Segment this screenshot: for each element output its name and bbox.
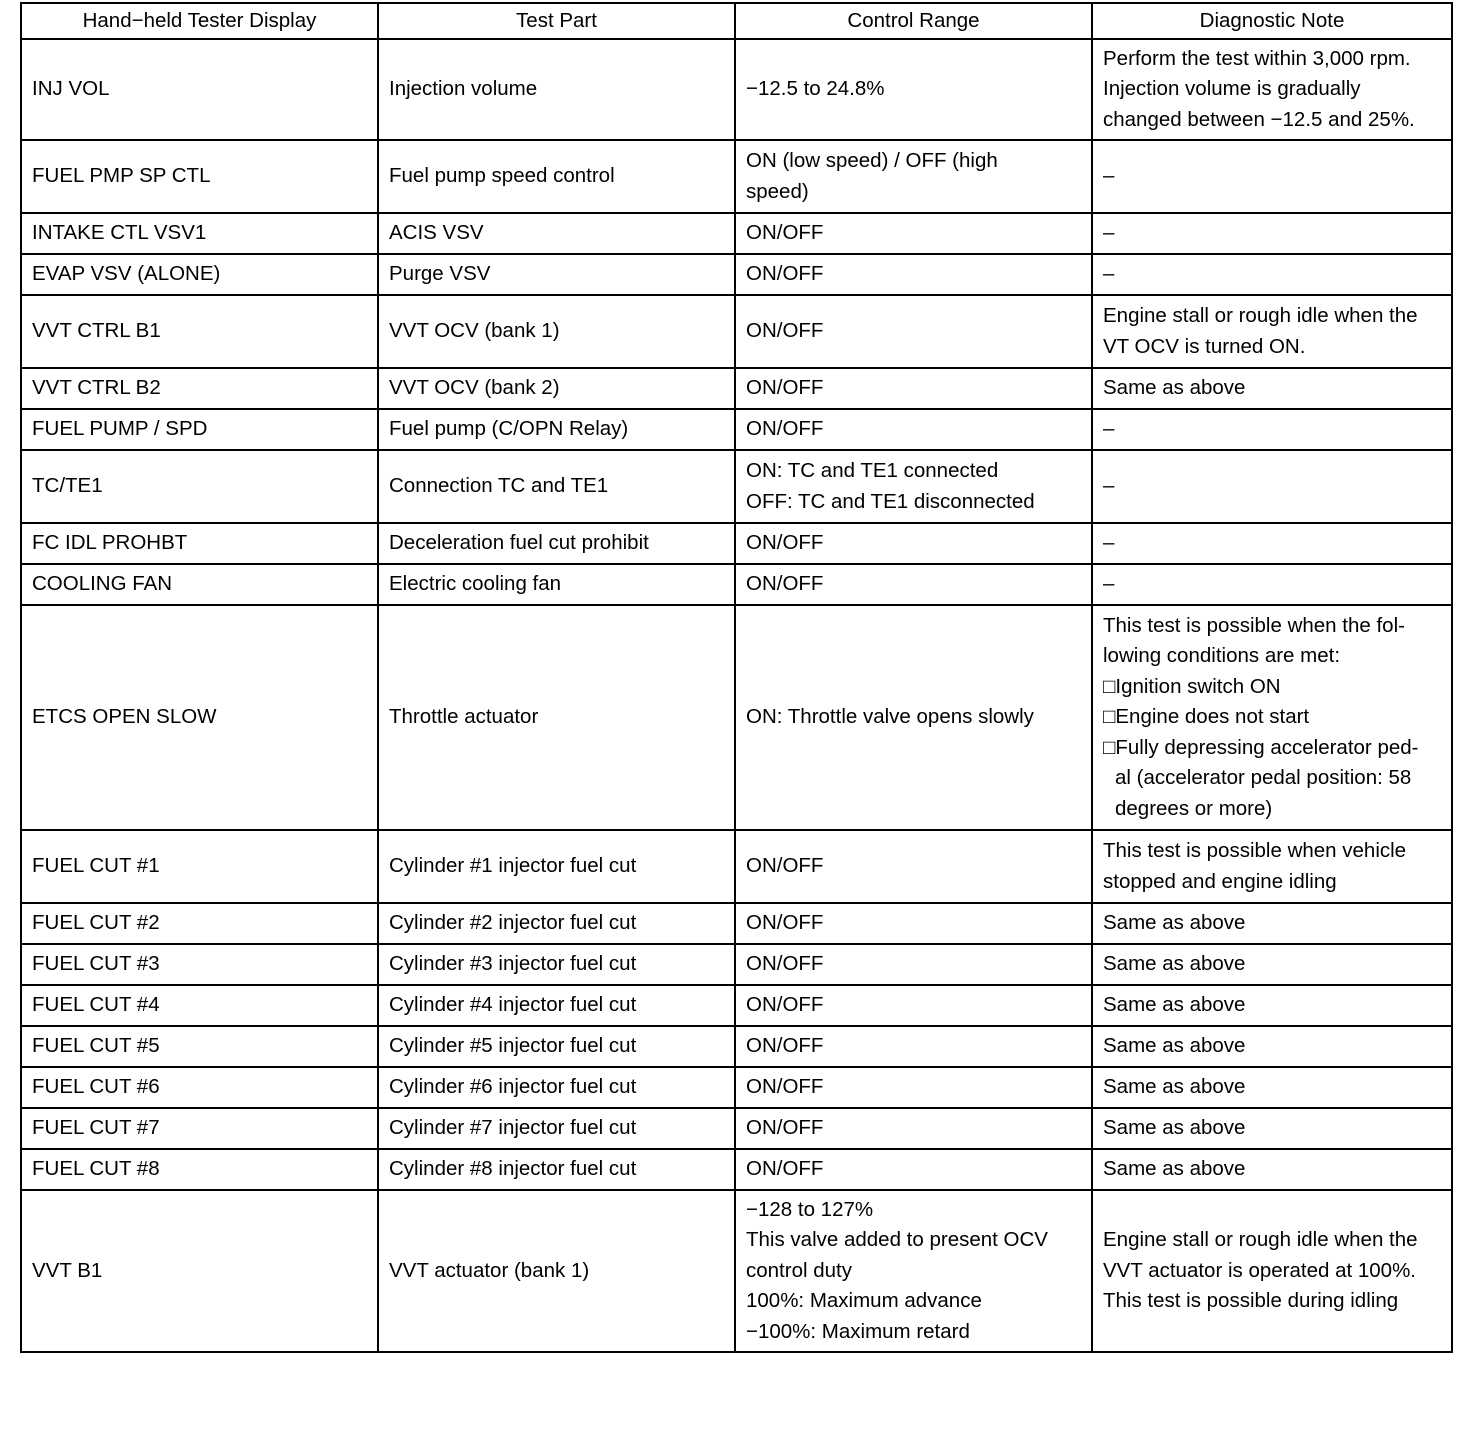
cell-control-range [735,368,1092,409]
cell-diagnostic-note [1092,450,1452,523]
cell-tester-display: EVAP VSV (ALONE) [21,254,378,295]
cell-control-range [735,1108,1092,1149]
cell-test-part: VVT actuator (bank 1) [378,1190,735,1352]
cell-control-range [735,944,1092,985]
range-line: ON/OFF [746,854,824,878]
cell-control-range [735,564,1092,605]
range-line: ON/OFF [746,319,824,343]
cell-test-part: Connection TC and TE1 [378,450,735,523]
cell-test-part: Cylinder #1 injector fuel cut [378,830,735,903]
cell-tester-display: FUEL CUT #7 [21,1108,378,1149]
note-line: – [1103,474,1115,498]
cell-control-range [735,830,1092,903]
range-line: ON/OFF [746,221,824,245]
cell-diagnostic-note [1092,368,1452,409]
cell-test-part: Fuel pump speed control [378,140,735,213]
note-bullet: □Fully depressing accelerator ped- [1103,735,1419,759]
cell-test-part: VVT OCV (bank 2) [378,368,735,409]
table-row [21,1026,1452,1067]
table-row [21,295,1452,368]
header-diagnostic-note: Diagnostic Note [1092,3,1452,39]
cell-diagnostic-note [1092,1108,1452,1149]
cell-diagnostic-note [1092,39,1452,140]
cell-tester-display: VVT CTRL B1 [21,295,378,368]
cell-diagnostic-note [1092,605,1452,830]
table-row [21,1149,1452,1190]
range-line: ON/OFF [746,1075,824,1099]
table-row [21,985,1452,1026]
cell-control-range [735,1190,1092,1352]
range-line: ON/OFF [746,531,824,555]
range-line: control duty [746,1258,852,1282]
cell-diagnostic-note [1092,1067,1452,1108]
cell-test-part: VVT OCV (bank 1) [378,295,735,368]
range-line: ON/OFF [746,1034,824,1058]
note-line: VT OCV is turned ON. [1103,334,1306,358]
cell-tester-display: FUEL CUT #4 [21,985,378,1026]
cell-control-range [735,985,1092,1026]
cell-control-range [735,213,1092,254]
cell-diagnostic-note [1092,1149,1452,1190]
table-row [21,903,1452,944]
note-line: – [1103,531,1115,555]
cell-tester-display: COOLING FAN [21,564,378,605]
range-line: ON/OFF [746,1157,824,1181]
range-line: ON/OFF [746,262,824,286]
cell-diagnostic-note [1092,254,1452,295]
note-line: lowing conditions are met: [1103,644,1341,668]
table-row [21,1067,1452,1108]
cell-tester-display: VVT B1 [21,1190,378,1352]
cell-diagnostic-note [1092,140,1452,213]
cell-test-part: Deceleration fuel cut prohibit [378,523,735,564]
cell-tester-display: FUEL CUT #6 [21,1067,378,1108]
cell-tester-display: INTAKE CTL VSV1 [21,213,378,254]
cell-test-part: Electric cooling fan [378,564,735,605]
cell-diagnostic-note [1092,985,1452,1026]
note-line: This test is possible when the fol- [1103,614,1405,638]
note-line: Same as above [1103,1157,1246,1181]
range-line: speed) [746,179,809,203]
header-tester-display: Hand−held Tester Display [21,3,378,39]
note-line: This test is possible when vehicle [1103,839,1407,863]
cell-tester-display: INJ VOL [21,39,378,140]
range-line: ON/OFF [746,911,824,935]
range-line: ON/OFF [746,993,824,1017]
cell-control-range [735,523,1092,564]
range-line: ON/OFF [746,1116,824,1140]
table-row [21,140,1452,213]
cell-test-part: Throttle actuator [378,605,735,830]
table-row [21,254,1452,295]
cell-tester-display: FC IDL PROHBT [21,523,378,564]
cell-test-part: Cylinder #4 injector fuel cut [378,985,735,1026]
note-line: – [1103,572,1115,596]
note-bullet-continuation: al (accelerator pedal position: 58 [1115,766,1412,790]
note-line: Engine stall or rough idle when the [1103,304,1418,328]
cell-tester-display: VVT CTRL B2 [21,368,378,409]
range-line: −12.5 to 24.8% [746,77,885,101]
cell-diagnostic-note [1092,1190,1452,1352]
cell-diagnostic-note [1092,944,1452,985]
cell-control-range [735,1067,1092,1108]
cell-tester-display: FUEL CUT #1 [21,830,378,903]
cell-diagnostic-note [1092,295,1452,368]
cell-diagnostic-note [1092,523,1452,564]
table-row [21,213,1452,254]
cell-test-part: Cylinder #3 injector fuel cut [378,944,735,985]
range-line: ON/OFF [746,417,824,441]
note-line: Perform the test within 3,000 rpm. [1103,46,1411,70]
note-line: – [1103,417,1115,441]
table-row [21,368,1452,409]
table-header-row [21,3,1452,39]
cell-tester-display: FUEL CUT #3 [21,944,378,985]
cell-test-part: Cylinder #7 injector fuel cut [378,1108,735,1149]
table-row [21,944,1452,985]
range-line: ON/OFF [746,952,824,976]
cell-diagnostic-note [1092,830,1452,903]
range-line: OFF: TC and TE1 disconnected [746,489,1035,513]
cell-tester-display: FUEL PMP SP CTL [21,140,378,213]
note-line: This test is possible during idling [1103,1289,1399,1313]
note-line: changed between −12.5 and 25%. [1103,107,1415,131]
cell-tester-display: ETCS OPEN SLOW [21,605,378,830]
note-line: Same as above [1103,1075,1246,1099]
note-line: Engine stall or rough idle when the [1103,1228,1418,1252]
cell-control-range [735,903,1092,944]
cell-control-range [735,450,1092,523]
cell-tester-display: FUEL CUT #2 [21,903,378,944]
table-row [21,564,1452,605]
cell-diagnostic-note [1092,903,1452,944]
range-line: ON/OFF [746,572,824,596]
note-line: Same as above [1103,1116,1246,1140]
cell-control-range [735,140,1092,213]
note-line: Same as above [1103,911,1246,935]
table-row [21,39,1452,140]
cell-control-range [735,254,1092,295]
note-line: Injection volume is gradually [1103,77,1361,101]
cell-test-part: Cylinder #8 injector fuel cut [378,1149,735,1190]
header-control-range: Control Range [735,3,1092,39]
note-bullet: □Ignition switch ON [1103,674,1281,698]
table-row [21,450,1452,523]
note-line: – [1103,164,1115,188]
range-line: ON: TC and TE1 connected [746,459,999,483]
cell-tester-display: FUEL PUMP / SPD [21,409,378,450]
note-line: stopped and engine idling [1103,869,1337,893]
cell-test-part: Fuel pump (C/OPN Relay) [378,409,735,450]
range-line: ON (low speed) / OFF (high [746,149,998,173]
table-row [21,1108,1452,1149]
cell-control-range [735,1026,1092,1067]
range-line: This valve added to present OCV [746,1228,1048,1252]
table-row [21,523,1452,564]
range-line: −100%: Maximum retard [746,1319,970,1343]
range-line: ON/OFF [746,376,824,400]
range-line: ON: Throttle valve opens slowly [746,705,1034,729]
note-line: Same as above [1103,993,1246,1017]
note-line: Same as above [1103,1034,1246,1058]
cell-control-range [735,39,1092,140]
cell-diagnostic-note [1092,564,1452,605]
cell-diagnostic-note [1092,1026,1452,1067]
cell-control-range [735,295,1092,368]
note-line: Same as above [1103,952,1246,976]
cell-test-part: Cylinder #6 injector fuel cut [378,1067,735,1108]
cell-control-range [735,605,1092,830]
cell-tester-display: TC/TE1 [21,450,378,523]
note-line: – [1103,221,1115,245]
cell-tester-display: FUEL CUT #8 [21,1149,378,1190]
cell-test-part: Cylinder #5 injector fuel cut [378,1026,735,1067]
header-test-part: Test Part [378,3,735,39]
cell-tester-display: FUEL CUT #5 [21,1026,378,1067]
cell-test-part: Injection volume [378,39,735,140]
note-bullet: □Engine does not start [1103,705,1310,729]
cell-diagnostic-note [1092,409,1452,450]
note-bullet-continuation: degrees or more) [1115,796,1273,820]
cell-control-range [735,1149,1092,1190]
cell-test-part: Cylinder #2 injector fuel cut [378,903,735,944]
note-line: Same as above [1103,376,1246,400]
cell-test-part: ACIS VSV [378,213,735,254]
table-row [21,605,1452,830]
cell-control-range [735,409,1092,450]
table-row [21,409,1452,450]
note-line: VVT actuator is operated at 100%. [1103,1258,1417,1282]
range-line: −128 to 127% [746,1197,874,1221]
table-row [21,1190,1452,1352]
cell-diagnostic-note [1092,213,1452,254]
note-line: – [1103,262,1115,286]
table-row [21,830,1452,903]
active-test-table [20,2,1453,1353]
range-line: 100%: Maximum advance [746,1289,982,1313]
cell-test-part: Purge VSV [378,254,735,295]
